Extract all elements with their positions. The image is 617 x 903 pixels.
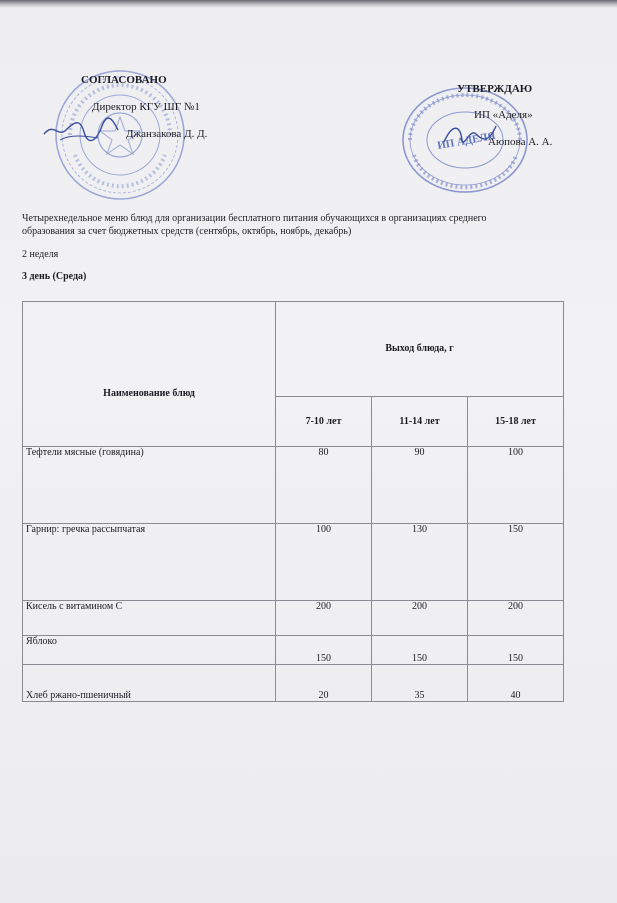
table-row — [23, 524, 564, 601]
yield-value: 200 — [372, 601, 468, 636]
age-header: 11-14 лет — [372, 396, 468, 446]
yield-header: Выход блюда, г — [276, 302, 564, 397]
approval-left-name: Джанзакова Д. Д. — [126, 128, 208, 140]
approval-right-position: ИП «Аделя» — [474, 109, 533, 121]
yield-value: 100 — [468, 447, 564, 524]
menu-table — [22, 301, 564, 702]
yield-value: 90 — [372, 447, 468, 524]
dish-name: Тефтели мясные (говядина) — [23, 447, 276, 524]
approval-right-heading: УТВЕРЖДАЮ — [457, 83, 533, 95]
age-header: 15-18 лет — [468, 396, 564, 446]
dish-name-header: Наименование блюд — [23, 302, 276, 447]
yield-value: 200 — [468, 601, 564, 636]
signature-left — [40, 112, 120, 148]
yield-value: 200 — [276, 601, 372, 636]
table-header-row — [23, 302, 564, 397]
intro-text-line2: образования за счет бюджетных средств (сентябрь, октябрь, ноябрь, декабрь) — [22, 226, 352, 237]
yield-value: 150 — [276, 636, 372, 665]
table-row — [23, 665, 564, 702]
yield-value: 150 — [468, 524, 564, 601]
table-row — [23, 636, 564, 665]
approval-left-heading: СОГЛАСОВАНО — [81, 74, 167, 86]
table-row — [23, 447, 564, 524]
dish-name: Яблоко — [23, 636, 276, 665]
yield-value: 35 — [372, 665, 468, 702]
page-top-shadow — [0, 0, 617, 8]
week-label: 2 неделя — [22, 249, 59, 260]
yield-value: 80 — [276, 447, 372, 524]
yield-value: 150 — [468, 636, 564, 665]
dish-name: Кисель с витамином С — [23, 601, 276, 636]
day-label: 3 день (Среда) — [22, 271, 87, 282]
seal-right-text: ИП АДЕЛЯ — [436, 129, 497, 153]
yield-value: 130 — [372, 524, 468, 601]
table-row — [23, 601, 564, 636]
age-header: 7-10 лет — [276, 396, 372, 446]
intro-text-line1: Четырехнедельное меню блюд для организации бесплатного питания обучающихся в организациях среднего — [22, 213, 487, 224]
dish-name: Хлеб ржано-пшеничный — [23, 665, 276, 702]
yield-value: 150 — [372, 636, 468, 665]
yield-value: 100 — [276, 524, 372, 601]
yield-value: 20 — [276, 665, 372, 702]
dish-name: Гарнир: гречка рассыпчатая — [23, 524, 276, 601]
approval-right-name: Аюпова А. А. — [488, 136, 553, 148]
yield-value: 40 — [468, 665, 564, 702]
approval-left-position: Директор КГУ ШГ №1 — [92, 101, 200, 113]
